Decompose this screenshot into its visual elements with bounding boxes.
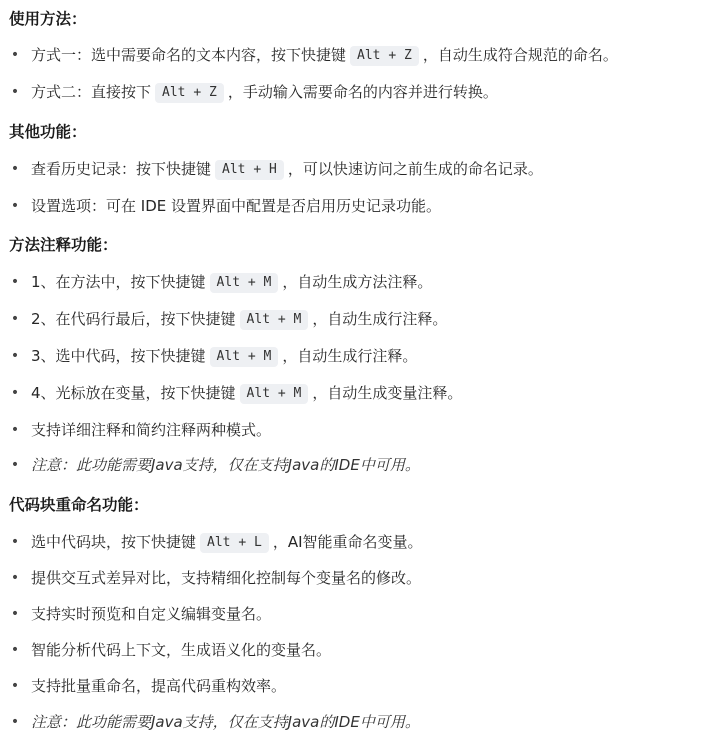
list-item: • 提供交互式差异对比，支持精细化控制每个变量名的修改。 <box>0 566 727 590</box>
list-item: • 支持批量重命名，提高代码重构效率。 <box>0 674 727 698</box>
bullet-icon: • <box>10 606 20 622</box>
shortcut-code: Alt + M <box>240 310 309 330</box>
bullet-icon: • <box>10 84 20 100</box>
list-item: • 方式一：选中需要命名的文本内容，按下快捷键 Alt + Z ，自动生成符合规范的命名。 <box>0 43 727 67</box>
bullet-icon: • <box>10 678 20 694</box>
bullet-icon: • <box>10 534 20 550</box>
section-heading-block-rename: 代码块重命名功能： <box>9 496 149 514</box>
note-item: • 注意：此功能需要Java支持，仅在支持Java的IDE中可用。 <box>0 710 727 734</box>
list-item: • 支持实时预览和自定义编辑变量名。 <box>0 602 727 626</box>
bullet-icon: • <box>10 714 20 730</box>
list-item: • 方式二：直接按下 Alt + Z ，手动输入需要命名的内容并进行转换。 <box>0 80 727 104</box>
bullet-icon: • <box>10 457 20 473</box>
list-item: • 智能分析代码上下文，生成语义化的变量名。 <box>0 638 727 662</box>
bullet-icon: • <box>10 311 20 327</box>
list-item: • 选中代码块，按下快捷键 Alt + L ，AI智能重命名变量。 <box>0 530 727 554</box>
bullet-icon: • <box>10 198 20 214</box>
shortcut-code: Alt + H <box>215 160 284 180</box>
bullet-icon: • <box>10 385 20 401</box>
list-item: • 1、在方法中，按下快捷键 Alt + M ，自动生成方法注释。 <box>0 270 727 294</box>
section-heading-other: 其他功能： <box>9 123 87 141</box>
note-item: • 注意：此功能需要Java支持，仅在支持Java的IDE中可用。 <box>0 453 727 477</box>
bullet-icon: • <box>10 422 20 438</box>
list-item: • 查看历史记录：按下快捷键 Alt + H ，可以快速访问之前生成的命名记录。 <box>0 157 727 181</box>
list-item: • 支持详细注释和简约注释两种模式。 <box>0 418 727 442</box>
shortcut-code: Alt + M <box>210 347 279 367</box>
bullet-icon: • <box>10 274 20 290</box>
section-heading-method-comment: 方法注释功能： <box>9 236 118 254</box>
bullet-icon: • <box>10 348 20 364</box>
section-heading-usage: 使用方法： <box>9 10 87 28</box>
shortcut-code: Alt + M <box>240 384 309 404</box>
list-item: • 设置选项：可在 IDE 设置界面中配置是否启用历史记录功能。 <box>0 194 727 218</box>
list-item: • 3、选中代码，按下快捷键 Alt + M ，自动生成行注释。 <box>0 344 727 368</box>
shortcut-code: Alt + L <box>200 533 269 553</box>
shortcut-code: Alt + Z <box>350 46 419 66</box>
list-item: • 4、光标放在变量，按下快捷键 Alt + M ，自动生成变量注释。 <box>0 381 727 405</box>
shortcut-code: Alt + Z <box>155 83 224 103</box>
shortcut-code: Alt + M <box>210 273 279 293</box>
bullet-icon: • <box>10 161 20 177</box>
bullet-icon: • <box>10 47 20 63</box>
bullet-icon: • <box>10 642 20 658</box>
list-item: • 2、在代码行最后，按下快捷键 Alt + M ，自动生成行注释。 <box>0 307 727 331</box>
bullet-icon: • <box>10 570 20 586</box>
